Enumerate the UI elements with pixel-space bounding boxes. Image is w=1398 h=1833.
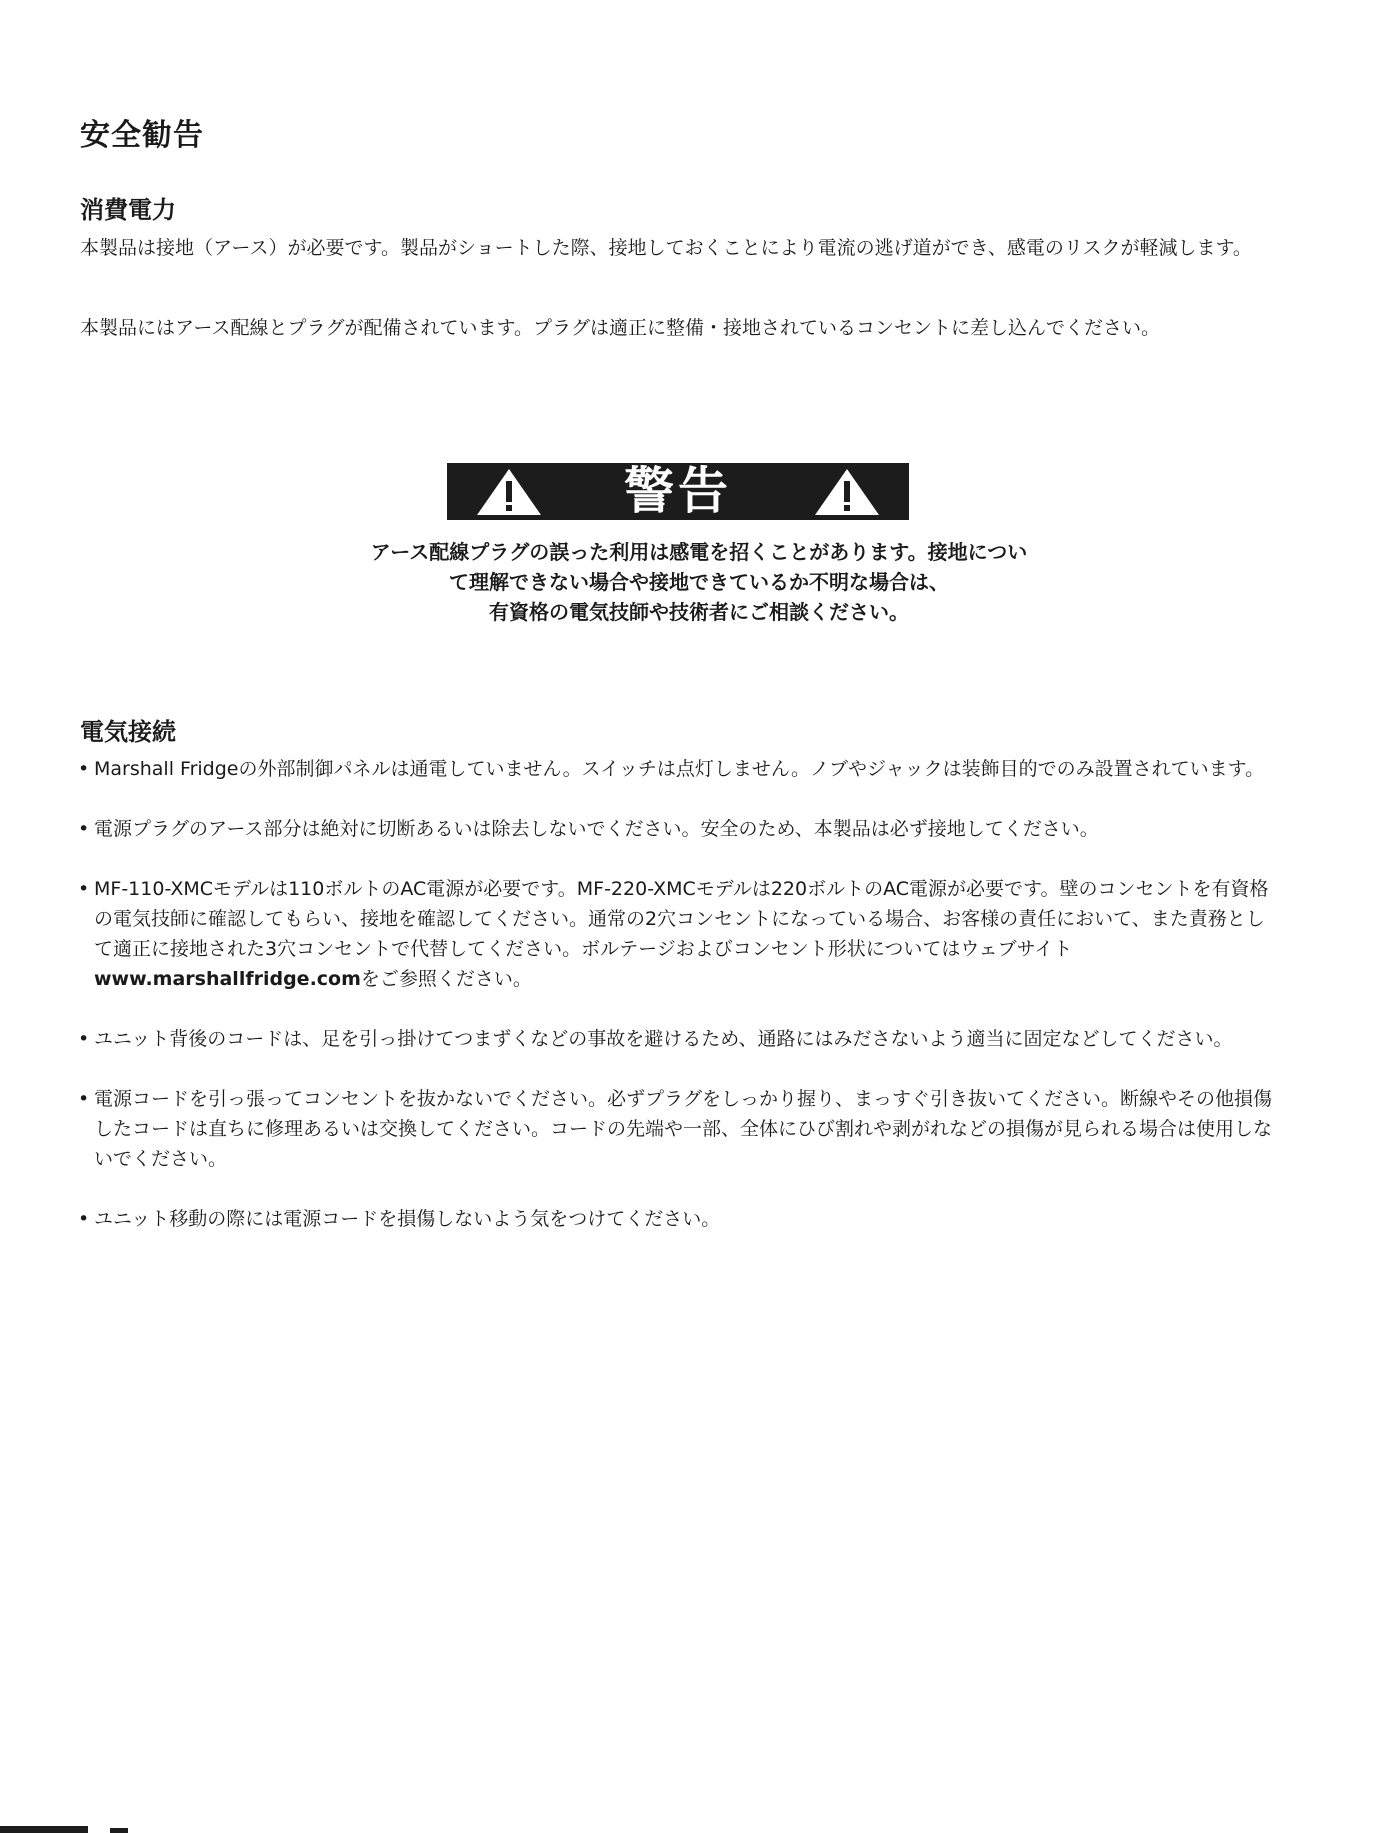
electrical-list [78,754,1278,1264]
warning-triangle-icon [475,467,543,517]
bullet-icon: • [78,878,90,900]
footer-mark [110,1828,128,1833]
list-item-text: Marshall Fridgeの外部制御パネルは通電していません。スイッチは点灯しません。ノブやジャックは装飾目的でのみ設置されています。 [94,758,1265,780]
bullet-icon: • [78,1208,90,1230]
power-paragraph-2: 本製品にはアース配線とプラグが配備されています。プラグは適正に整備・接地されているコンセントに差し込んでください。 [80,317,1160,339]
list-item [78,1084,1278,1174]
warning-triangle-icon [813,467,881,517]
bullet-icon: • [78,758,90,780]
list-item [78,1024,1278,1054]
bullet-icon: • [78,1028,90,1050]
warning-message [300,537,1098,627]
warning-line-3: 有資格の電気技師や技術者にご相談ください。 [489,600,909,624]
website-link[interactable]: www.marshallfridge.com [94,968,361,990]
power-heading: 消費電力 [80,196,176,224]
footer-bar [0,1826,88,1833]
list-item-text: ユニット背後のコードは、足を引っ掛けてつまずくなどの事故を避けるため、通路にはみださないよう適当に固定などしてください。 [94,1028,1233,1050]
list-item-text: MF-110-XMCモデルは110ボルトのAC電源が必要です。MF-220-XMCモデルは220ボルトのAC電源が必要です。壁のコンセントを有資格の電気技師に確認してもらい、接地を確認してください。通常の2穴コンセントになっている場合、お客様の責任において、また責務として適正に接地された3穴コンセントで代替してください。ボルテージおよびコンセント形状についてはウェブサイト [94,878,1269,960]
bullet-icon: • [78,818,90,840]
page-title: 安全勧告 [80,118,204,153]
warning-banner [447,463,909,520]
electrical-heading: 電気接続 [80,718,176,746]
website-suffix: をご参照ください。 [360,968,532,990]
list-item-text: 電源コードを引っ張ってコンセントを抜かないでください。必ずプラグをしっかり握り、まっすぐ引き抜いてください。断線やその他損傷したコードは直ちに修理あるいは交換してください。コードの先端や一部、全体にひび割れや剥がれなどの損傷が見られる場合は使用しないでください。 [94,1088,1273,1170]
list-item-text: 電源プラグのアース部分は絶対に切断あるいは除去しないでください。安全のため、本製品は必ず接地してください。 [94,818,1099,840]
list-item [78,754,1278,784]
warning-line-2: て理解できない場合や接地できているか不明な場合は、 [449,570,949,594]
warning-line-1: アース配線プラグの誤った利用は感電を招くことがあります。接地につい [370,540,1028,564]
list-item [78,1204,1278,1234]
list-item-text: ユニット移動の際には電源コードを損傷しないよう気をつけてください。 [94,1208,721,1230]
list-item [78,874,1278,994]
list-item [78,814,1278,844]
warning-label: 警告 [624,462,732,520]
bullet-icon: • [78,1088,90,1110]
power-paragraph-1: 本製品は接地（アース）が必要です。製品がショートした際、接地しておくことにより電流の逃げ道ができ、感電のリスクが軽減します。 [80,237,1252,259]
